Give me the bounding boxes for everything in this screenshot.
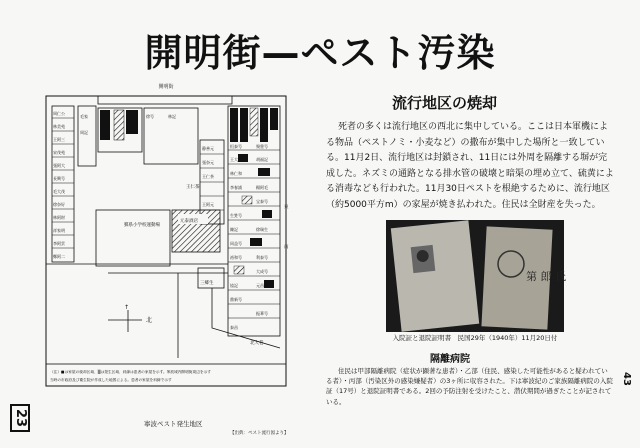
right-name: 大成号 (256, 269, 268, 274)
left-name-labels (53, 110, 65, 259)
right-name: 陳記 (230, 227, 238, 232)
legend-text: （注）■は家屋の焼却区域、▒は発生区域、斜線は患者の家屋を示す。寧波城内開明街周辺を示す (50, 370, 211, 374)
right-name: 徐瑞生 (256, 227, 268, 232)
left-name: 王阿三 (53, 137, 65, 142)
left-name: 周仁公 (53, 111, 65, 116)
left-name: 毛大茂 (53, 189, 65, 194)
right-name: 李春浦 (230, 185, 242, 190)
patient-house-1 (114, 110, 124, 140)
map-mark-east: 東 (284, 205, 289, 210)
map-mark-san: 三郷生 (200, 281, 214, 286)
map-source: 【出典：ペスト流行図より】 (230, 431, 289, 436)
page-number-left: 23 (10, 404, 30, 432)
top-name: 徐号 (146, 114, 154, 119)
left-name: 李阿雲 (53, 241, 65, 246)
map-mark-shop2: 王仁茶 (186, 185, 200, 190)
certificate-photo (386, 220, 564, 332)
left-house-column (52, 106, 74, 262)
map-mark-south: 南 (284, 245, 289, 250)
stamp-text: 第 郎 氏 (526, 270, 566, 283)
legend-box (46, 364, 286, 386)
right-name: 王大茂 (230, 157, 242, 162)
right-name: 振華号 (256, 311, 268, 316)
top-name: 周記 (80, 130, 88, 135)
right-name: 林仁和 (230, 171, 242, 176)
north-arrow-glyph: ↑ (124, 304, 130, 311)
mid-name: 静善元 (202, 146, 214, 151)
left-name: 宋茂苑 (53, 150, 65, 155)
right-name: 泰昌 (230, 325, 238, 330)
body2-paragraph: 住民は甲部隔離病院（症状が顕著な患者）・乙部（住民、感染した可能性があると疑われている者）・丙部（汚染区外の感染嫌疑者）の3ヶ所に収容された。下は寧波紀のご家族隔離病院の入院証（17号）と退院証明書である。2回の予防注射を受けたこと、潜伏期間が過ぎたことが記されている。 (326, 367, 613, 406)
page-title: 開明街—ペスト汚染 (144, 31, 496, 75)
subheading: 隔離病院 (430, 354, 470, 365)
section-title: 流行地区の焼却 (392, 94, 498, 112)
map-top-strip (98, 96, 232, 104)
left-name: 林阿財 (53, 215, 65, 220)
right-name: 鼎新号 (230, 297, 242, 302)
top-name: 毛家 (80, 114, 88, 119)
mid-name-labels (202, 145, 214, 207)
right-name: 楊阿毛 (256, 185, 268, 190)
left-name: 祥家明 (53, 228, 65, 233)
map-caption: 寧波ペスト発生地区 (144, 420, 203, 428)
burned-house-2 (126, 110, 138, 134)
mid-name: 張奈元 (202, 160, 214, 165)
left-name: 徐奈好 (53, 202, 65, 207)
burned-house-1 (100, 110, 110, 140)
right-name: 恒泰号 (230, 144, 242, 149)
right-name: 胡福記 (256, 157, 268, 162)
map-svg (38, 84, 310, 400)
right-name: 聚豊号 (256, 144, 268, 149)
left-name: 鄭阿二 (53, 254, 65, 259)
photo-caption: 入院証と退院証明書 民国29年（1940年）11月20日付 (392, 334, 558, 342)
school-ground (96, 210, 170, 266)
shop-label: 元泰酒店 (180, 219, 198, 224)
entry-certificate (391, 220, 479, 332)
left-name: 林美苑 (53, 124, 65, 129)
legend-text-2: 当時の市政府及び衛生院が作成した地図による。患者の家屋を斜線で示す (50, 378, 172, 382)
plague-area-map (38, 84, 310, 400)
map-mark-lane: 北大巷 (250, 341, 264, 346)
right-name: 利泰号 (256, 255, 268, 260)
left-name: 長興号 (53, 176, 65, 181)
right-name: 裕和号 (230, 255, 242, 260)
page-number-right: 43 (621, 372, 632, 386)
body-paragraph: 死者の多くは流行地区の西北に集中している。ここは日本軍機による物品（ペストノミ・小麦など）の撒布が集中した場所と一致している。11月2日、流行地区は封鎖され、11日には外周を隔離する塀が完成した。ネズミの通路となる排水管の破壊と暗渠の埋め立て、硫黄による消毒なども行われた。11月30日ペストを根絶するために、流行地区（約5000平方m）の家屋が焼き払われた。住民は全財産を失った。 (326, 122, 614, 210)
right-name: 同益号 (230, 241, 242, 246)
map-top-street: 開明街 (158, 84, 174, 90)
mid-name: 王阿元 (202, 202, 214, 207)
certificate-photo-svg (386, 220, 564, 332)
north-label: 北 (146, 317, 153, 324)
top-name: 林記 (168, 114, 176, 119)
right-name: 宝泰号 (256, 199, 268, 204)
left-name: 張阿大 (53, 163, 65, 168)
mid-name: 王仁茶 (202, 174, 214, 179)
school-label: 鄞県小学校運動場 (124, 223, 160, 228)
right-name: 元昌号 (256, 283, 268, 288)
right-name: 協記 (230, 283, 238, 288)
right-name: 生甡号 (230, 213, 242, 218)
